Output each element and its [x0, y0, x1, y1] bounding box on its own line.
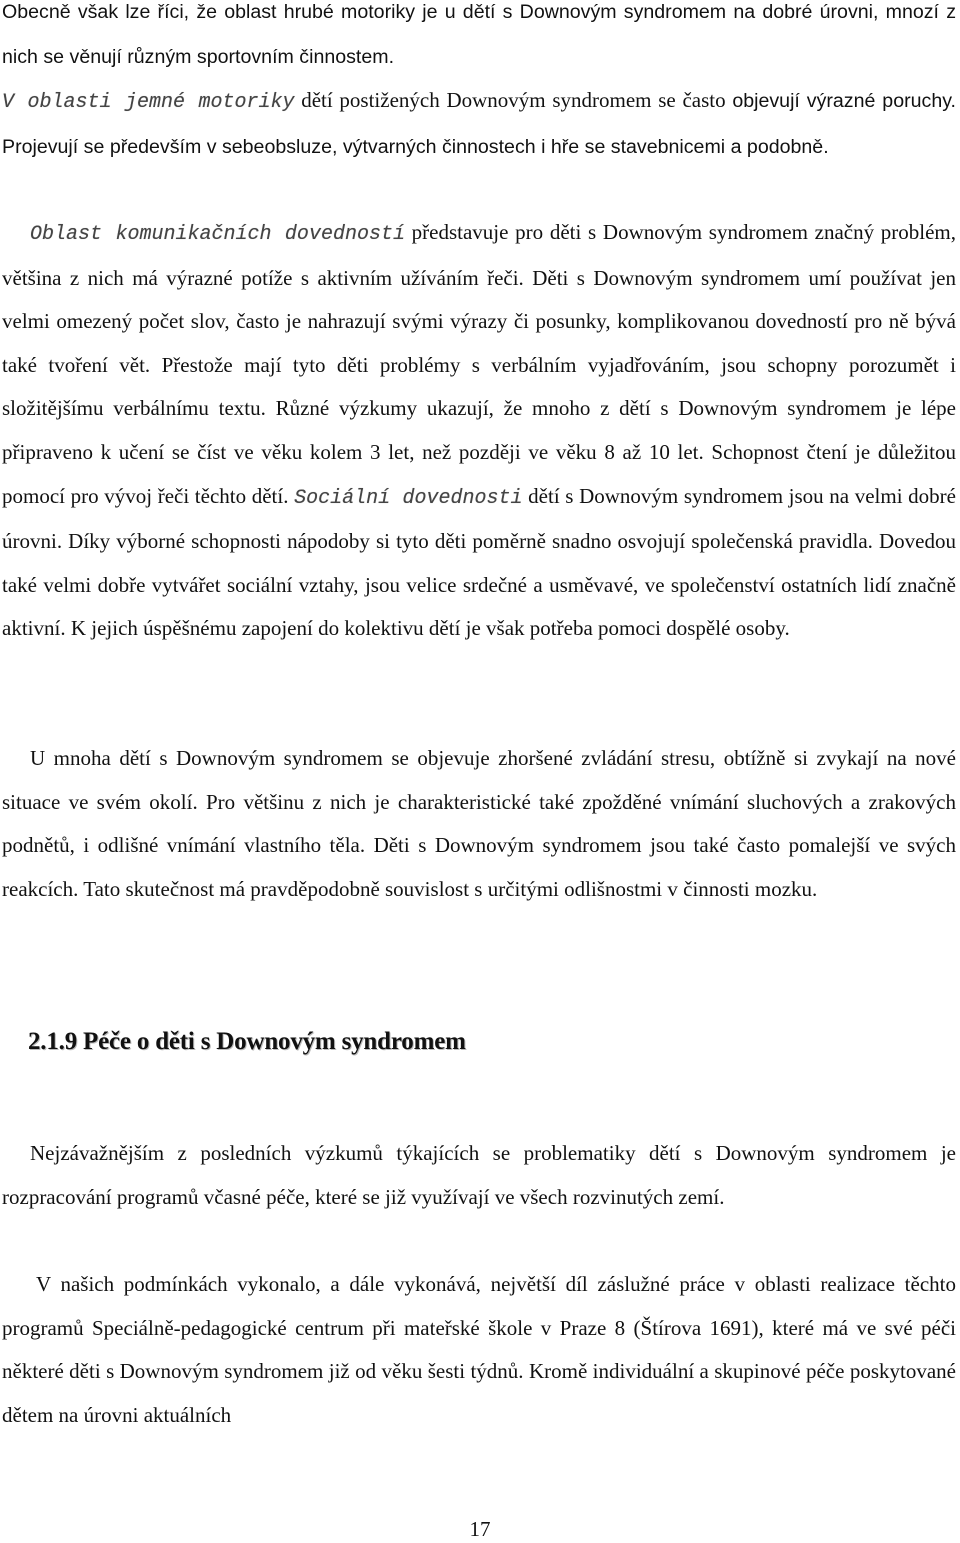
- paragraph-special-centre: V našich podmínkách vykonalo, a dále vykonává, největší díl záslužné práce v oblasti realizace těchto programů Speciálně-pedagogické centrum při mateřské škole v Praze 8 (Štírova 1691), které má ve své péči některé děti s Downovým syndromem již od věku šesti týdnů. Kromě individuální a skupinové péče poskytované dětem na úrovni aktuálních: [2, 1272, 956, 1427]
- term-fine-motor: V oblasti jemné motoriky: [2, 91, 295, 115]
- paragraph-communication-social: [2, 211, 956, 651]
- sentence-vocabulary-reading: Děti s Downovým syndromem umí používat jen velmi omezený počet slov, často je nahrazují svými výrazy či posunky, komplikovanou dovedností pro ně bývá také tvoření vět. Přestože mají tyto děti problémy s verbálním vyjadřováním, jsou schopny porozumět i složitějšímu verbálnímu textu. Různé výzkumy ukazují, že mnoho z dětí s Downovým syndromem je lépe připraveno k učení se číst ve věku kolem 3 let, než později ve věku 8 až 10 let. Schopnost čtení je důležitou pomocí pro vývoj řeči těchto dětí.: [2, 265, 956, 508]
- term-social-skills: Sociální dovednosti: [294, 486, 523, 510]
- section-heading: 2.1.9 Péče o děti s Downovým syndromem: [28, 1028, 466, 1055]
- sentence-fine-motor: dětí postižených Downovým syndromem se často: [294, 88, 733, 113]
- sentence-communication: představuje pro děti s Downovým syndromem značný problém, většina z nich má výrazné potíže s aktivním užíváním řeči.: [2, 220, 957, 290]
- sentence-fine-motor-disorders: objevují výrazné poruchy. Projevují se především v sebeobsluze, výtvarných činnostech i hře se stavebnicemi a podobně.: [2, 90, 957, 158]
- paragraph-motor-skills: [2, 0, 956, 169]
- paragraph-early-care: Nejzávažnějším z posledních výzkumů týkajících se problematiky dětí s Downovým syndromem je rozpracování programů včasné péče, které se již využívají ve všech rozvinutých zemí.: [2, 1141, 956, 1209]
- page-number: 17: [469, 1517, 491, 1541]
- term-communication-skills: Oblast komunikačních dovedností: [30, 223, 405, 246]
- sentence-social: dětí s Downovým syndromem jsou na velmi dobré úrovni. Díky výborné schopnosti nápodoby si tyto děti poměrně snadno osvojují společenská pravidla. Dovedou také velmi dobře vytvářet sociální vztahy, jsou velice srdečné a usměvavé, ve společenství ostatních lidí značně aktivní. K jejich úspěšnému zapojení do kolektivu dětí je však potřeba pomoci dospělé osoby.: [2, 483, 956, 641]
- paragraph-stress-perception: U mnoha dětí s Downovým syndromem se objevuje zhoršené zvládání stresu, obtížně si zvykají na nové situace ve svém okolí. Pro většinu z nich je charakteristické také zpožděné vnímání sluchových a zrakových podnětů, i odlišné vnímání vlastního těla. Děti s Downovým syndromem jsou také často pomalejší ve svých reakcích. Tato skutečnost má pravděpodobně souvislost s určitými odlišnostmi v činnosti mozku.: [2, 746, 956, 901]
- sentence-gross-motor: Obecně však lze říci, že oblast hrubé motoriky je u dětí s Downovým syndromem na dobré úrovni, mnozí z nich se věnují různým sportovním činnostem.: [2, 1, 956, 68]
